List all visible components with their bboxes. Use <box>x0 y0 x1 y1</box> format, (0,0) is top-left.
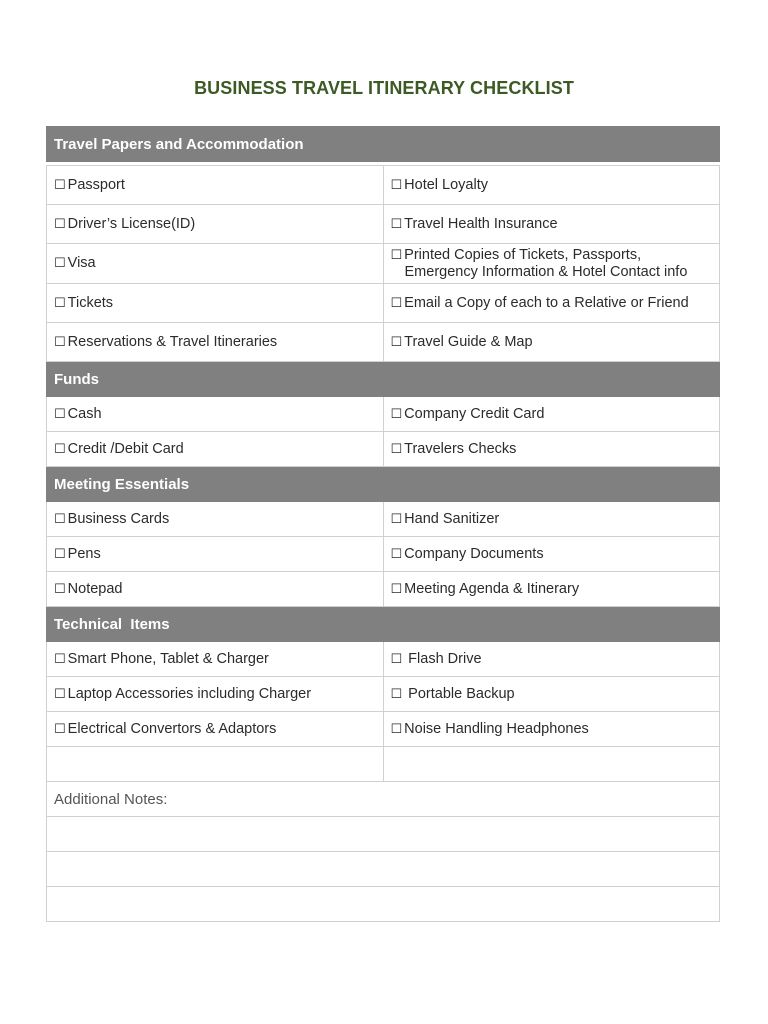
section-heading: Funds <box>47 362 720 397</box>
table-row <box>47 284 720 323</box>
checkbox-icon[interactable]: ☐ <box>390 295 403 311</box>
checklist-item[interactable]: ☐ Travelers Checks <box>383 432 720 467</box>
checkbox-icon[interactable]: ☐ <box>54 581 66 597</box>
checklist-item[interactable]: ☐ Electrical Convertors & Adaptors <box>47 712 384 747</box>
checklist-item[interactable]: ☐ Meeting Agenda & Itinerary <box>383 572 720 607</box>
checkbox-icon[interactable]: ☐ <box>54 511 66 527</box>
checkbox-icon[interactable]: ☐ <box>54 334 66 350</box>
checkbox-icon[interactable]: ☐ <box>54 295 66 311</box>
section-header-technical-items <box>47 607 720 642</box>
table-row <box>47 502 720 537</box>
notes-label-row <box>47 782 720 817</box>
checklist-item[interactable]: ☐ Travel Guide & Map <box>383 323 720 362</box>
checkbox-icon[interactable]: ☐ <box>390 686 403 702</box>
checkbox-icon[interactable]: ☐ <box>390 511 403 527</box>
checkbox-icon[interactable]: ☐ <box>390 247 403 263</box>
checkbox-icon[interactable]: ☐ <box>54 651 66 667</box>
notes-input-line[interactable] <box>47 852 720 887</box>
table-row <box>47 572 720 607</box>
checklist-item[interactable]: ☐ Cash <box>47 397 384 432</box>
checklist-item[interactable]: ☐ Driver’s License(ID) <box>47 205 384 244</box>
checkbox-icon[interactable]: ☐ <box>54 686 66 702</box>
section-header-travel-papers <box>47 127 720 162</box>
checkbox-icon[interactable]: ☐ <box>54 721 66 737</box>
checklist-item[interactable]: ☐ Portable Backup <box>383 677 720 712</box>
table-row <box>47 244 720 284</box>
checklist-item[interactable]: ☐ Reservations & Travel Itineraries <box>47 323 384 362</box>
table-row <box>47 677 720 712</box>
checkbox-icon[interactable]: ☐ <box>390 334 403 350</box>
table-row <box>47 323 720 362</box>
section-header-funds <box>47 362 720 397</box>
checklist-item[interactable]: ☐ Hand Sanitizer <box>383 502 720 537</box>
checklist-item[interactable]: ☐ Business Cards <box>47 502 384 537</box>
notes-input-line[interactable] <box>47 817 720 852</box>
checkbox-icon[interactable]: ☐ <box>390 406 403 422</box>
checkbox-icon[interactable]: ☐ <box>54 177 66 193</box>
checkbox-icon[interactable]: ☐ <box>390 441 403 457</box>
section-header-meeting-essentials <box>47 467 720 502</box>
notes-line[interactable] <box>47 817 720 852</box>
checklist-item[interactable]: ☐ Company Documents <box>383 537 720 572</box>
checklist-item[interactable]: ☐ Credit /Debit Card <box>47 432 384 467</box>
checkbox-icon[interactable]: ☐ <box>54 441 66 457</box>
checklist-item[interactable]: ☐ Printed Copies of Tickets, Passports, Emergency Information & Hotel Contact info <box>383 244 720 284</box>
section-heading: Travel Papers and Accommodation <box>47 127 720 162</box>
notes-input-line[interactable] <box>47 887 720 922</box>
table-row <box>47 166 720 205</box>
empty-cell <box>383 747 720 782</box>
checklist-item[interactable]: ☐ Pens <box>47 537 384 572</box>
checklist-item[interactable]: ☐ Travel Health Insurance <box>383 205 720 244</box>
checklist-item[interactable]: ☐ Email a Copy of each to a Relative or Friend <box>383 284 720 323</box>
checklist-item[interactable]: ☐ Noise Handling Headphones <box>383 712 720 747</box>
checklist-item[interactable]: ☐ Laptop Accessories including Charger <box>47 677 384 712</box>
checklist-table <box>46 126 720 922</box>
checkbox-icon[interactable]: ☐ <box>54 256 66 271</box>
empty-cell <box>47 747 384 782</box>
checkbox-icon[interactable]: ☐ <box>390 721 403 737</box>
checklist-item[interactable]: ☐ Flash Drive <box>383 642 720 677</box>
checkbox-icon[interactable]: ☐ <box>390 177 403 193</box>
table-row <box>47 432 720 467</box>
checkbox-icon[interactable]: ☐ <box>390 651 403 667</box>
checkbox-icon[interactable]: ☐ <box>390 546 403 562</box>
table-row <box>47 537 720 572</box>
table-row <box>47 397 720 432</box>
checklist-item[interactable]: ☐ Hotel Loyalty <box>383 166 720 205</box>
checklist-item[interactable]: ☐ Passport <box>47 166 384 205</box>
checkbox-icon[interactable]: ☐ <box>54 406 66 422</box>
checkbox-icon[interactable]: ☐ <box>54 546 66 562</box>
section-heading: Meeting Essentials <box>47 467 720 502</box>
checklist-item[interactable]: ☐ Tickets <box>47 284 384 323</box>
notes-line[interactable] <box>47 887 720 922</box>
section-heading: Technical Items <box>47 607 720 642</box>
page-title: BUSINESS TRAVEL ITINERARY CHECKLIST <box>194 78 574 98</box>
checkbox-icon[interactable]: ☐ <box>390 216 403 232</box>
checklist-item[interactable]: ☐ Smart Phone, Tablet & Charger <box>47 642 384 677</box>
table-row <box>47 205 720 244</box>
checklist-item[interactable]: ☐ Notepad <box>47 572 384 607</box>
checkbox-icon[interactable]: ☐ <box>54 216 66 232</box>
additional-notes-label: Additional Notes: <box>47 782 720 817</box>
notes-line[interactable] <box>47 852 720 887</box>
checklist-item[interactable]: ☐ Company Credit Card <box>383 397 720 432</box>
checkbox-icon[interactable]: ☐ <box>390 581 403 597</box>
table-row <box>47 712 720 747</box>
empty-row <box>47 747 720 782</box>
checklist-item[interactable]: ☐ Visa <box>47 244 384 284</box>
table-row <box>47 642 720 677</box>
